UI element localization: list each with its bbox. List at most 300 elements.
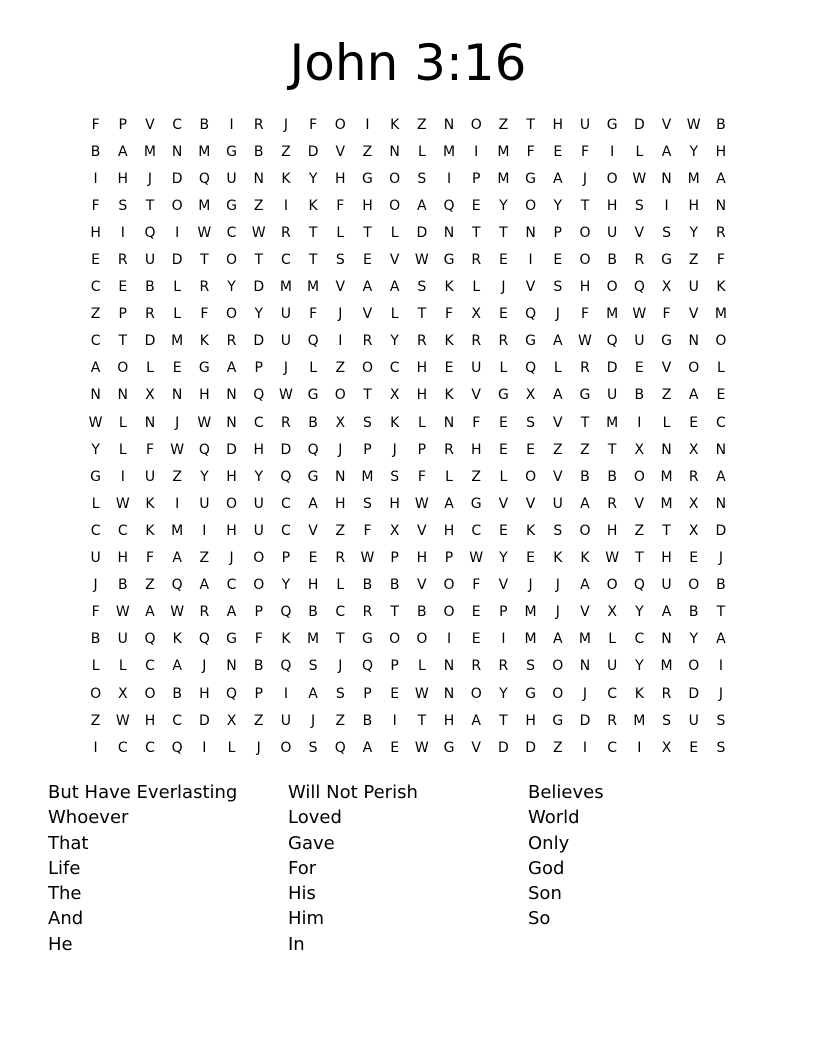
grid-letter: O bbox=[416, 631, 428, 648]
grid-letter: R bbox=[607, 495, 618, 512]
grid-letter: N bbox=[715, 441, 727, 458]
grid-letter: C bbox=[226, 224, 237, 241]
grid-letter: R bbox=[416, 333, 427, 350]
grid-letter: J bbox=[555, 604, 560, 621]
grid-letter: R bbox=[471, 333, 482, 350]
grid-letter: F bbox=[472, 414, 481, 431]
grid-letter: T bbox=[580, 414, 590, 431]
grid-letter: M bbox=[143, 143, 157, 160]
grid-letter: T bbox=[390, 604, 399, 621]
grid-letter: B bbox=[90, 631, 101, 648]
grid-letter: A bbox=[145, 604, 155, 621]
grid-letter: L bbox=[499, 468, 508, 485]
grid-letter: L bbox=[390, 224, 399, 241]
grid-letter: U bbox=[579, 116, 591, 133]
grid-letter: Q bbox=[280, 604, 292, 621]
grid-letter: H bbox=[335, 170, 346, 187]
grid-letter: G bbox=[470, 495, 482, 512]
grid-letter: W bbox=[88, 414, 103, 431]
grid-letter: T bbox=[363, 224, 372, 241]
grid-letter: J bbox=[528, 577, 533, 594]
word-list-item: Will Not Perish bbox=[288, 782, 418, 803]
grid-letter: O bbox=[715, 333, 727, 350]
grid-letter: R bbox=[688, 468, 699, 485]
grid-letter: Y bbox=[553, 197, 563, 214]
grid-letter: E bbox=[390, 685, 400, 702]
grid-letter: K bbox=[281, 631, 291, 648]
grid-letter: D bbox=[253, 279, 265, 296]
grid-letter: V bbox=[634, 224, 645, 241]
grid-letter: N bbox=[661, 441, 672, 458]
grid-letter: F bbox=[91, 116, 100, 133]
grid-letter: Q bbox=[280, 468, 292, 485]
grid-letter: D bbox=[688, 685, 700, 702]
grid-letter: R bbox=[471, 658, 482, 675]
grid-letter: J bbox=[229, 550, 234, 567]
grid-letter: J bbox=[582, 685, 588, 702]
grid-letter: A bbox=[552, 170, 563, 187]
grid-letter: B bbox=[362, 577, 373, 594]
grid-letter: N bbox=[90, 387, 101, 404]
grid-letter: H bbox=[389, 495, 400, 512]
grid-letter: U bbox=[607, 658, 618, 675]
grid-letter: S bbox=[526, 658, 536, 675]
grid-letter: U bbox=[117, 631, 128, 648]
grid-letter: C bbox=[145, 658, 155, 675]
grid-letter: C bbox=[172, 712, 183, 729]
grid-letter: D bbox=[280, 441, 292, 458]
word-list-item: Believes bbox=[528, 782, 604, 803]
grid-letter: G bbox=[525, 333, 537, 350]
grid-letter: G bbox=[362, 170, 373, 187]
grid-letter: L bbox=[662, 414, 671, 431]
grid-letter: Q bbox=[253, 387, 265, 404]
grid-letter: H bbox=[226, 522, 237, 539]
grid-letter: X bbox=[335, 414, 346, 431]
grid-letter: Q bbox=[443, 197, 455, 214]
grid-letter: U bbox=[607, 224, 618, 241]
grid-letter: G bbox=[226, 631, 237, 648]
grid-letter: Z bbox=[634, 522, 645, 539]
grid-letter: Z bbox=[199, 550, 210, 567]
word-list-item: Son bbox=[528, 883, 562, 905]
word-list-item: Loved bbox=[288, 807, 342, 829]
grid-letter: H bbox=[307, 577, 319, 594]
grid-letter: L bbox=[336, 577, 345, 594]
grid-letter: S bbox=[363, 414, 372, 431]
grid-letter: O bbox=[171, 197, 183, 214]
grid-letter: R bbox=[471, 252, 482, 269]
grid-letter: Q bbox=[144, 224, 156, 241]
grid-letter: C bbox=[607, 685, 618, 702]
grid-letter: G bbox=[307, 468, 319, 485]
grid-letter: A bbox=[362, 279, 373, 296]
grid-letter: H bbox=[470, 441, 482, 458]
grid-letter: O bbox=[525, 197, 537, 214]
grid-letter: I bbox=[582, 739, 588, 756]
grid-letter: F bbox=[662, 306, 671, 323]
grid-letter: Y bbox=[635, 604, 644, 621]
grid-letter: G bbox=[525, 170, 537, 187]
grid-letter: J bbox=[338, 441, 343, 458]
grid-letter: W bbox=[170, 441, 185, 458]
grid-letter: M bbox=[660, 495, 673, 512]
grid-letter: T bbox=[145, 197, 155, 214]
grid-letter: Q bbox=[307, 333, 319, 350]
grid-letter: A bbox=[172, 658, 182, 675]
grid-letter: I bbox=[202, 522, 207, 539]
grid-letter: G bbox=[226, 143, 237, 160]
grid-letter: B bbox=[145, 279, 155, 296]
grid-letter: F bbox=[580, 306, 589, 323]
grid-letter: T bbox=[200, 252, 209, 269]
grid-letter: Q bbox=[606, 333, 618, 350]
grid-letter: L bbox=[553, 360, 562, 377]
grid-letter: P bbox=[471, 170, 481, 187]
grid-letter: J bbox=[175, 414, 180, 431]
grid-letter: I bbox=[120, 224, 125, 241]
grid-letter: G bbox=[90, 468, 102, 485]
grid-letter: U bbox=[607, 387, 618, 404]
grid-letter: H bbox=[117, 170, 129, 187]
grid-letter: O bbox=[579, 522, 591, 539]
grid-letter: O bbox=[579, 224, 591, 241]
grid-letter: M bbox=[606, 306, 619, 323]
grid-letter: H bbox=[606, 197, 618, 214]
grid-letter: R bbox=[444, 441, 454, 458]
grid-letter: H bbox=[335, 495, 346, 512]
grid-letter: D bbox=[525, 739, 536, 756]
grid-letter: M bbox=[714, 306, 727, 323]
grid-letter: R bbox=[226, 333, 237, 350]
grid-letter: E bbox=[498, 414, 508, 431]
grid-letter: O bbox=[688, 360, 700, 377]
grid-letter: A bbox=[552, 631, 563, 648]
grid-letter: R bbox=[199, 279, 210, 296]
grid-letter: E bbox=[390, 739, 400, 756]
grid-letter: S bbox=[526, 414, 536, 431]
grid-letter: A bbox=[199, 577, 210, 594]
grid-letter: N bbox=[389, 143, 400, 160]
word-column bbox=[288, 780, 528, 960]
word-list bbox=[48, 780, 768, 960]
grid-letter: I bbox=[528, 252, 533, 269]
grid-letter: L bbox=[336, 224, 345, 241]
grid-letter: L bbox=[499, 360, 508, 377]
grid-letter: Z bbox=[498, 116, 509, 133]
grid-letter: T bbox=[499, 224, 508, 241]
grid-letter: O bbox=[144, 685, 156, 702]
grid-letter: B bbox=[308, 414, 318, 431]
grid-letter: T bbox=[607, 441, 617, 458]
grid-letter: Q bbox=[144, 631, 156, 648]
grid-letter: G bbox=[661, 333, 672, 350]
grid-letter: Y bbox=[689, 631, 698, 648]
grid-letter: J bbox=[582, 170, 588, 187]
grid-letter: R bbox=[661, 685, 672, 702]
grid-letter: L bbox=[118, 441, 127, 458]
grid-letter: H bbox=[661, 550, 672, 567]
word-list-item: For bbox=[288, 857, 317, 879]
grid-letter: L bbox=[146, 360, 154, 377]
grid-letter: T bbox=[308, 252, 318, 269]
grid-letter: Z bbox=[661, 387, 672, 404]
grid-letter: I bbox=[338, 333, 343, 350]
grid-letter: H bbox=[90, 224, 101, 241]
grid-letter: D bbox=[715, 522, 727, 539]
grid-letter: J bbox=[283, 116, 288, 133]
grid-letter: U bbox=[634, 333, 645, 350]
grid-letter: Z bbox=[335, 522, 346, 539]
grid-letter: D bbox=[633, 116, 645, 133]
grid-letter: F bbox=[526, 143, 535, 160]
grid-letter: G bbox=[525, 685, 537, 702]
grid-letter: H bbox=[416, 550, 428, 567]
grid-letter: Z bbox=[580, 441, 590, 458]
grid-letter: D bbox=[307, 143, 319, 160]
grid-letter: R bbox=[498, 658, 509, 675]
grid-letter: B bbox=[172, 685, 182, 702]
grid-letter: D bbox=[498, 739, 509, 756]
grid-letter: Q bbox=[226, 685, 238, 702]
grid-letter: U bbox=[144, 468, 156, 485]
grid-letter: Q bbox=[334, 739, 346, 756]
grid-letter: K bbox=[444, 387, 454, 404]
grid-letter: Q bbox=[525, 306, 537, 323]
grid-letter: E bbox=[553, 252, 563, 269]
grid-letter: X bbox=[607, 604, 617, 621]
grid-letter: Z bbox=[552, 441, 563, 458]
grid-letter: Y bbox=[499, 550, 508, 567]
grid-letter: H bbox=[199, 387, 210, 404]
grid-letter: S bbox=[118, 197, 128, 214]
grid-letter: Y bbox=[91, 441, 100, 458]
grid-letter: P bbox=[499, 604, 508, 621]
grid-letter: C bbox=[335, 604, 346, 621]
grid-letter: A bbox=[308, 685, 318, 702]
grid-letter: I bbox=[718, 658, 723, 675]
grid-letter: E bbox=[444, 360, 454, 377]
grid-letter: E bbox=[498, 522, 508, 539]
grid-letter: W bbox=[414, 495, 429, 512]
grid-letter: D bbox=[144, 333, 156, 350]
grid-letter: N bbox=[117, 387, 129, 404]
grid-letter: X bbox=[661, 739, 672, 756]
grid-letter: E bbox=[118, 279, 128, 296]
grid-letter: Y bbox=[254, 468, 263, 485]
grid-letter: V bbox=[661, 116, 672, 133]
grid-letter: R bbox=[362, 333, 373, 350]
grid-letter: R bbox=[498, 333, 509, 350]
grid-letter: K bbox=[281, 170, 291, 187]
grid-letter: T bbox=[417, 306, 427, 323]
grid-letter: I bbox=[610, 143, 615, 160]
grid-letter: R bbox=[253, 116, 264, 133]
grid-letter: X bbox=[226, 712, 237, 729]
grid-letter: S bbox=[390, 468, 400, 485]
word-list-item: The bbox=[48, 883, 82, 905]
grid-letter: Q bbox=[171, 577, 183, 594]
grid-letter: O bbox=[389, 197, 401, 214]
grid-letter: F bbox=[417, 468, 426, 485]
grid-letter: V bbox=[525, 279, 536, 296]
grid-letter: T bbox=[716, 604, 726, 621]
grid-letter: I bbox=[202, 739, 207, 756]
grid-letter: F bbox=[309, 306, 318, 323]
grid-letter: Y bbox=[254, 306, 263, 323]
grid-letter: E bbox=[308, 550, 318, 567]
grid-letter: L bbox=[417, 658, 426, 675]
grid-letter: W bbox=[578, 333, 592, 350]
grid-letter: P bbox=[417, 441, 427, 458]
grid-letter: W bbox=[278, 387, 293, 404]
grid-letter: T bbox=[580, 197, 590, 214]
grid-letter: Z bbox=[688, 252, 699, 269]
grid-letter: J bbox=[311, 712, 316, 729]
grid-letter: Z bbox=[335, 360, 346, 377]
word-list-item: Him bbox=[288, 908, 325, 930]
grid-letter: H bbox=[416, 387, 428, 404]
grid-letter: Y bbox=[689, 224, 698, 241]
grid-letter: H bbox=[416, 360, 428, 377]
grid-letter: S bbox=[335, 685, 345, 702]
grid-letter: H bbox=[253, 441, 264, 458]
grid-letter: T bbox=[363, 387, 372, 404]
grid-letter: U bbox=[280, 712, 292, 729]
grid-letter: S bbox=[363, 495, 372, 512]
grid-letter: O bbox=[470, 116, 482, 133]
grid-letter: X bbox=[688, 441, 699, 458]
grid-letter: C bbox=[607, 739, 618, 756]
grid-letter: W bbox=[632, 306, 647, 323]
grid-letter: I bbox=[501, 631, 506, 648]
grid-letter: T bbox=[308, 224, 318, 241]
grid-letter: P bbox=[553, 224, 562, 241]
grid-letter: B bbox=[362, 712, 373, 729]
grid-letter: C bbox=[471, 522, 482, 539]
grid-letter: P bbox=[254, 685, 263, 702]
grid-letter: E bbox=[91, 252, 101, 269]
grid-letter: G bbox=[198, 360, 210, 377]
grid-letter: B bbox=[607, 252, 617, 269]
grid-letter: Y bbox=[499, 197, 508, 214]
grid-letter: O bbox=[361, 360, 373, 377]
grid-letter: I bbox=[229, 116, 234, 133]
grid-letter: M bbox=[307, 279, 320, 296]
grid-letter: G bbox=[362, 631, 373, 648]
grid-letter: I bbox=[392, 712, 397, 729]
grid-letter: O bbox=[525, 468, 537, 485]
grid-letter: W bbox=[686, 116, 701, 133]
grid-letter: W bbox=[115, 712, 130, 729]
grid-letter: P bbox=[118, 306, 127, 323]
grid-letter: C bbox=[716, 414, 726, 431]
grid-letter: C bbox=[634, 631, 645, 648]
grid-letter: S bbox=[417, 170, 427, 187]
grid-letter: T bbox=[254, 252, 263, 269]
grid-letter: A bbox=[552, 333, 563, 350]
grid-letter: Z bbox=[253, 197, 264, 214]
grid-letter: R bbox=[145, 306, 155, 323]
grid-letter: I bbox=[446, 170, 452, 187]
grid-letter: E bbox=[634, 360, 644, 377]
word-list-item: And bbox=[48, 908, 84, 930]
grid-letter: E bbox=[553, 143, 563, 160]
grid-letter: O bbox=[253, 550, 265, 567]
grid-letter: F bbox=[716, 252, 725, 269]
grid-letter: W bbox=[170, 604, 185, 621]
grid-letter: N bbox=[144, 414, 156, 431]
grid-letter: T bbox=[417, 712, 427, 729]
grid-letter: Y bbox=[308, 170, 318, 187]
grid-letter: G bbox=[307, 387, 319, 404]
grid-letter: G bbox=[552, 712, 564, 729]
grid-letter: L bbox=[91, 658, 100, 675]
grid-letter: S bbox=[662, 224, 671, 241]
grid-letter: C bbox=[281, 522, 291, 539]
grid-letter: Q bbox=[280, 658, 292, 675]
grid-letter: H bbox=[606, 522, 618, 539]
grid-letter: A bbox=[308, 495, 318, 512]
grid-letter: P bbox=[363, 441, 372, 458]
grid-letter: Z bbox=[552, 739, 563, 756]
grid-letter: A bbox=[716, 170, 726, 187]
grid-letter: N bbox=[688, 333, 699, 350]
grid-letter: E bbox=[716, 387, 726, 404]
grid-letter: F bbox=[309, 116, 318, 133]
grid-letter: J bbox=[501, 279, 506, 296]
grid-letter: K bbox=[444, 333, 454, 350]
grid-letter: C bbox=[253, 414, 264, 431]
grid-letter: U bbox=[90, 550, 101, 567]
grid-letter: F bbox=[363, 522, 372, 539]
grid-letter: H bbox=[525, 712, 536, 729]
grid-letter: C bbox=[117, 522, 128, 539]
grid-letter: U bbox=[552, 495, 563, 512]
grid-letter: I bbox=[637, 414, 642, 431]
grid-letter: E bbox=[689, 550, 699, 567]
grid-letter: L bbox=[118, 658, 127, 675]
grid-letter: T bbox=[118, 333, 128, 350]
grid-letter: V bbox=[308, 522, 318, 539]
grid-letter: W bbox=[414, 739, 429, 756]
grid-letter: V bbox=[498, 495, 509, 512]
grid-letter: J bbox=[283, 360, 288, 377]
grid-letter: H bbox=[552, 116, 564, 133]
grid-letter: M bbox=[524, 631, 537, 648]
grid-letter: N bbox=[715, 197, 727, 214]
grid-letter: X bbox=[634, 441, 645, 458]
grid-letter: C bbox=[281, 252, 291, 269]
grid-letter: Y bbox=[200, 468, 209, 485]
grid-letter: L bbox=[390, 306, 399, 323]
grid-letter: J bbox=[555, 306, 560, 323]
grid-letter: M bbox=[171, 522, 184, 539]
word-list-item: His bbox=[288, 883, 316, 905]
grid-letter: N bbox=[171, 143, 183, 160]
grid-letter: L bbox=[118, 414, 127, 431]
grid-letter: W bbox=[197, 414, 212, 431]
grid-letter: I bbox=[637, 739, 642, 756]
grid-letter: O bbox=[280, 739, 292, 756]
grid-letter: B bbox=[607, 468, 617, 485]
grid-letter: L bbox=[417, 143, 426, 160]
grid-letter: Z bbox=[281, 143, 291, 160]
grid-letter: W bbox=[605, 550, 620, 567]
grid-letter: A bbox=[389, 279, 400, 296]
grid-letter: V bbox=[552, 414, 563, 431]
grid-letter: B bbox=[90, 143, 101, 160]
